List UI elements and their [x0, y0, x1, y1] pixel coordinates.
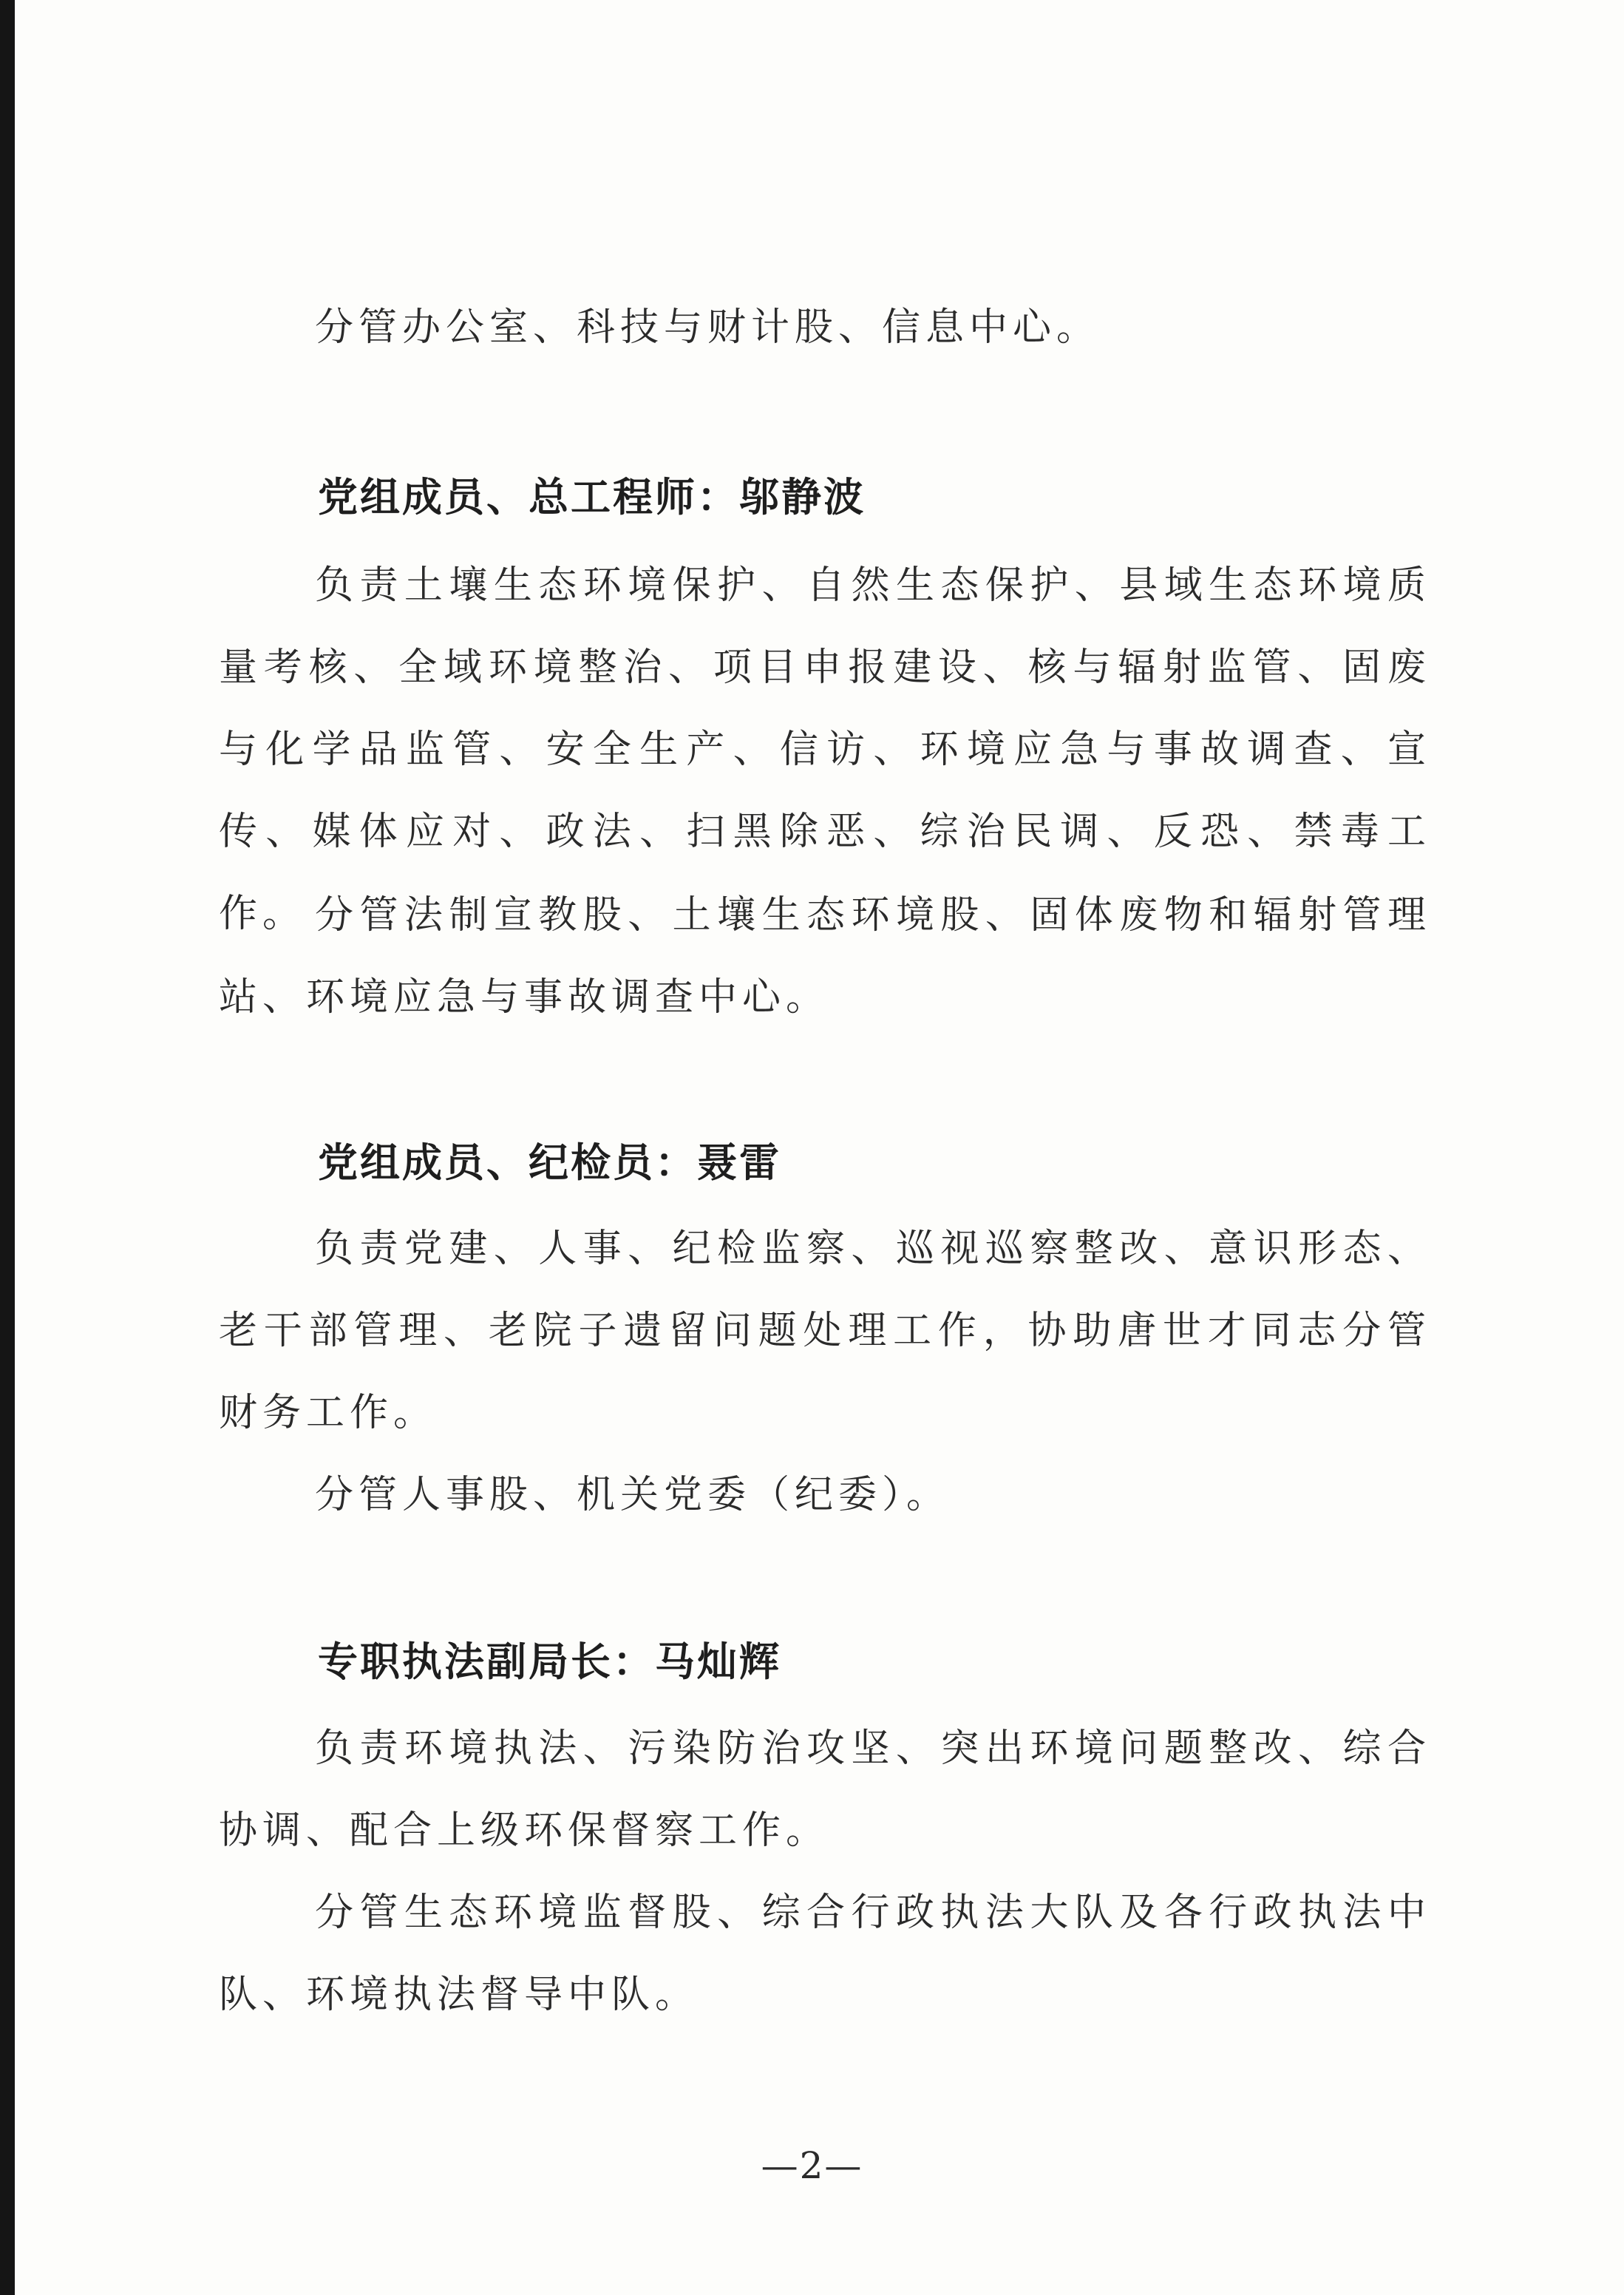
enforcement-deputy-heading: 专职执法副局长：马灿辉 [318, 1638, 781, 1685]
discipline-inspector-heading: 党组成员、纪检员：聂雷 [318, 1139, 781, 1186]
enforcement-deputy-duties: 负责环境执法、污染防治攻坚、突出环境问题整改、综合协调、配合上级环保督察工作。 [219, 1726, 1431, 1853]
discipline-inspector-duties: 负责党建、人事、纪检监察、巡视巡察整改、意识形态、老干部管理、老院子遗留问题处理工作，协助唐世才同志分管财务工作。 [219, 1227, 1431, 1435]
chief-engineer-duties: 负责土壤生态环境保护、自然生态保护、县域生态环境质量考核、全域环境整治、项目申报建设、核与辐射监管、固废与化学品监管、安全生产、信访、环境应急与事故调查、宣传、媒体应对、政法、扫黑除恶、综治民调、反恐、禁毒工作。 [219, 563, 1431, 936]
enforcement-deputy-division: 分管生态环境监督股、综合行政执法大队及各行政执法中队、环境执法督导中队。 [219, 1891, 1431, 2017]
chief-engineer-heading: 党组成员、总工程师：邬静波 [318, 474, 866, 521]
scan-edge-shadow [0, 0, 15, 2295]
intro-division-text: 分管办公室、科技与财计股、信息中心。 [315, 305, 1101, 350]
discipline-inspector-division: 分管人事股、机关党委（纪委）。 [315, 1473, 951, 1517]
chief-engineer-division: 分管法制宣教股、土壤生态环境股、固体废物和辐射管理站、环境应急与事故调查中心。 [219, 893, 1431, 1020]
page-number: —2— [761, 2144, 863, 2187]
